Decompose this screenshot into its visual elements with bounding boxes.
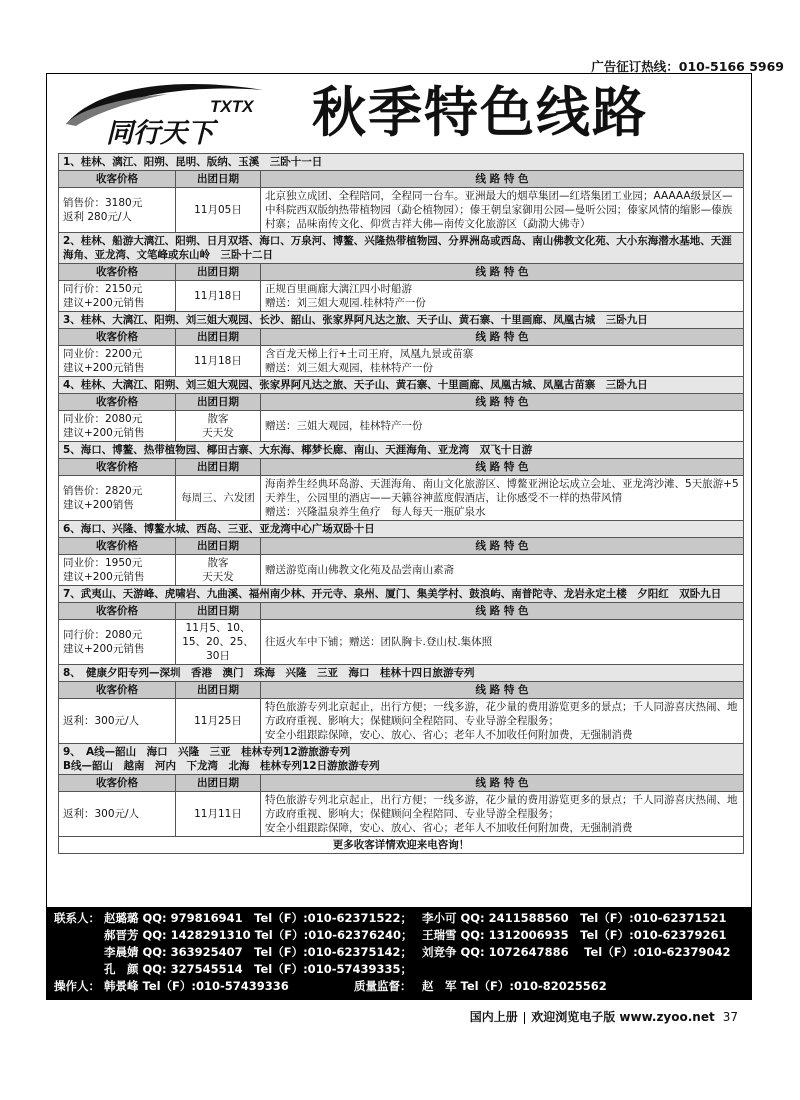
feature-line: 北京独立成团、全程陪同，全程同一台车。亚洲最大的烟草集团—红塔集团工业园；AAAAA级景区—中科院西双版纳热带植物园（勐仑植物园）；傣王朝皇家御用公园—曼听公园；傣家风情的缩影—傣族村寨；品味南传文化、仰赏吉祥大佛—南传文化旅游区（勐泐大佛寺） — [265, 190, 733, 230]
col-header-feature: 线 路 特 色 — [261, 775, 744, 792]
col-header-feature: 线 路 特 色 — [261, 394, 744, 411]
feature-line: 赠送：刘三姐大观园.桂林特产一份 — [265, 297, 426, 309]
route-date — [176, 476, 261, 521]
route-date — [176, 699, 261, 744]
col-header-date: 出团日期 — [176, 329, 261, 346]
route-heading-row — [59, 442, 744, 459]
col-header-feature: 线 路 特 色 — [261, 538, 744, 555]
route-price — [59, 188, 176, 233]
price-line: 建议+200元销售 — [63, 571, 145, 583]
contact-label: 联系人： — [54, 911, 100, 925]
route-price — [59, 281, 176, 312]
route-title: 6、海口、兴隆、博鳌水城、西岛、三亚、亚龙湾中心广场双卧十日 — [63, 523, 375, 535]
route-title: 9、 A线—韶山 海口 兴隆 三亚 桂林专列12游旅游专列 — [63, 746, 351, 758]
col-header-price: 收客价格 — [59, 538, 176, 555]
feature-line: 赠送：兴隆温泉养生鱼疗 每人每天一瓶矿泉水 — [265, 506, 486, 518]
date-line: 每周三、六发团 — [181, 492, 255, 504]
route-heading-row — [59, 521, 744, 538]
col-header-price: 收客价格 — [59, 394, 176, 411]
date-line: 11月05日 — [194, 204, 242, 216]
contact-entry: 李小可 QQ: 2411588560 Tel（F）:010-62371521 — [422, 911, 727, 925]
route-feature — [261, 188, 744, 233]
route-feature — [261, 346, 744, 377]
col-header-price: 收客价格 — [59, 775, 176, 792]
route-detail-row — [59, 411, 744, 442]
route-title: 5、海口、博鳌、热带植物园、椰田古寨、大东海、椰梦长廊、南山、天涯海角、亚龙湾 双飞十日游 — [63, 444, 533, 456]
route-detail-row — [59, 699, 744, 744]
date-line: 11月18日 — [194, 290, 242, 302]
column-header-row — [59, 538, 744, 555]
route-date — [176, 555, 261, 586]
route-price — [59, 555, 176, 586]
column-header-row — [59, 682, 744, 699]
feature-line: 赠送游览南山佛教文化苑及品尝南山素斋 — [265, 564, 454, 576]
route-detail-row — [59, 555, 744, 586]
col-header-feature: 线 路 特 色 — [261, 264, 744, 281]
route-feature — [261, 555, 744, 586]
column-header-row — [59, 459, 744, 476]
date-line: 11月25日 — [194, 715, 242, 727]
price-line: 建议+200元销售 — [63, 362, 145, 374]
price-line: 同业价：1950元 — [63, 557, 143, 569]
feature-line: 含百龙天梯上行+土司王府，凤凰九景或苗寨 — [265, 348, 474, 360]
feature-line: 安全小组跟踪保障，安心、放心、省心；老年人不加收任何附加费，无强制消费 — [265, 822, 633, 834]
contact-entry: 王瑞雪 QQ: 1312006935 Tel（F）:010-62379261 — [422, 928, 727, 942]
ad-hotline: 广告征订热线：010-5166 5969 — [591, 59, 784, 74]
more-info-row — [59, 837, 744, 854]
col-header-feature: 线 路 特 色 — [261, 682, 744, 699]
price-line: 建议+200元销售 — [63, 643, 145, 655]
route-heading-row — [59, 233, 744, 264]
price-line: 返利：300元/人 — [63, 808, 140, 820]
route-detail-row — [59, 476, 744, 521]
route-detail-row — [59, 188, 744, 233]
route-heading — [59, 154, 744, 171]
col-header-date: 出团日期 — [176, 538, 261, 555]
date-line: 15、20、25、 — [182, 636, 254, 648]
route-heading — [59, 744, 744, 775]
date-line: 11月5、10、 — [185, 622, 251, 634]
feature-line: 海南养生经典环岛游、天涯海角、南山文化旅游区、博鳌亚洲论坛成立会址、亚龙湾沙滩、5天旅游+5天养生，公园里的酒店——天籁谷神蓝度假酒店，让你感受不一样的热带风情 — [265, 478, 739, 504]
route-feature — [261, 281, 744, 312]
operator-entry: 韩景峰 Tel（F）:010-57439336 — [104, 979, 289, 993]
col-header-date: 出团日期 — [176, 459, 261, 476]
col-header-date: 出团日期 — [176, 603, 261, 620]
route-heading-row — [59, 154, 744, 171]
route-heading — [59, 442, 744, 459]
route-title: 7、武夷山、天游峰、虎啸岩、九曲溪、福州南少林、开元寺、泉州、厦门、集美学村、鼓浪屿、南普陀寺、龙岩永定土楼 夕阳红 双卧九日 — [63, 588, 722, 600]
column-header-row — [59, 171, 744, 188]
route-price — [59, 620, 176, 665]
contact-row — [54, 961, 744, 978]
feature-line: 安全小组跟踪保障，安心、放心、省心；老年人不加收任何附加费，无强制消费 — [265, 729, 633, 741]
col-header-feature: 线 路 特 色 — [261, 459, 744, 476]
col-header-price: 收客价格 — [59, 329, 176, 346]
col-header-price: 收客价格 — [59, 171, 176, 188]
route-date — [176, 346, 261, 377]
price-line: 同业价：2080元 — [63, 413, 143, 425]
route-heading — [59, 665, 744, 682]
date-line: 散客 — [207, 557, 229, 569]
route-title: 8、 健康夕阳专列—深圳 香港 澳门 珠海 兴隆 三亚 海口 桂林十四日旅游专列 — [63, 667, 475, 679]
route-date — [176, 188, 261, 233]
contact-entry: 赵璐璐 QQ: 979816941 Tel（F）:010-62371522； — [104, 911, 412, 925]
price-line: 建议+200元销售 — [63, 297, 145, 309]
route-heading-row — [59, 586, 744, 603]
contact-entry: 刘竞争 QQ: 1072647886 Tel（F）:010-62379042 — [422, 945, 731, 959]
col-header-date: 出团日期 — [176, 394, 261, 411]
brand-name: 同行天下 — [106, 118, 214, 148]
col-header-price: 收客价格 — [59, 459, 176, 476]
contact-row — [54, 910, 744, 927]
feature-line: 往返火车中下铺；赠送：团队胸卡.登山杖.集体照 — [265, 636, 493, 648]
col-header-date: 出团日期 — [176, 171, 261, 188]
page-footer — [470, 1008, 738, 1025]
price-line: 销售价：3180元 — [63, 197, 143, 209]
route-detail-row — [59, 281, 744, 312]
column-header-row — [59, 775, 744, 792]
column-header-row — [59, 394, 744, 411]
price-line: 销售价：2820元 — [63, 485, 143, 497]
operator-row — [54, 978, 744, 995]
routes-table — [58, 153, 744, 854]
route-title-b: B线—韶山 越南 河内 下龙湾 北海 桂林专列12日游旅游专列 — [63, 760, 380, 772]
price-line: 同行价：2150元 — [63, 283, 143, 295]
col-header-feature: 线 路 特 色 — [261, 329, 744, 346]
route-heading — [59, 377, 744, 394]
price-line: 建议+200销售 — [63, 499, 134, 511]
contact-entry: 郝晋芳 QQ: 1428291310 Tel（F）:010-62376240； — [104, 928, 413, 942]
footer-divider — [524, 1012, 526, 1024]
route-feature — [261, 792, 744, 837]
route-date — [176, 281, 261, 312]
brand-logo — [58, 76, 278, 148]
col-header-price: 收客价格 — [59, 682, 176, 699]
column-header-row — [59, 603, 744, 620]
route-detail-row — [59, 620, 744, 665]
route-date — [176, 620, 261, 665]
route-feature — [261, 620, 744, 665]
quality-label: 质量监督： — [354, 979, 412, 993]
page-number: 37 — [722, 1010, 738, 1024]
route-date — [176, 792, 261, 837]
route-title: 3、桂林、大漓江、阳朔、刘三姐大观园、长沙、韶山、张家界阿凡达之旅、天子山、黄石寨、十里画廊、凤凰古城 三卧九日 — [63, 314, 648, 326]
route-price — [59, 476, 176, 521]
date-line: 天天发 — [202, 571, 234, 583]
column-header-row — [59, 329, 744, 346]
route-heading — [59, 586, 744, 603]
route-heading-row — [59, 377, 744, 394]
route-heading — [59, 312, 744, 329]
price-line: 建议+200元销售 — [63, 427, 145, 439]
contact-entry: 孔 颜 QQ: 327545514 Tel（F）:010-57439335； — [104, 962, 412, 976]
brand-latin: TXTX — [210, 97, 254, 116]
date-line: 11月11日 — [194, 808, 242, 820]
col-header-date: 出团日期 — [176, 682, 261, 699]
route-heading — [59, 521, 744, 538]
route-price — [59, 699, 176, 744]
contact-row — [54, 944, 744, 961]
feature-line: 赠送：三姐大观园，桂林特产一份 — [265, 420, 423, 432]
route-title: 1、桂林、漓江、阳朔、昆明、版纳、玉溪 三卧十一日 — [63, 156, 323, 168]
col-header-price: 收客价格 — [59, 603, 176, 620]
feature-line: 赠送：刘三姐大观园，桂林特产一份 — [265, 362, 433, 374]
column-header-row — [59, 264, 744, 281]
feature-line: 特色旅游专列北京起止，出行方便；一线多游，花少量的费用游览更多的景点；千人同游喜庆热闹、地方政府重视、影响大；保健顾问全程陪同、专业导游全程服务； — [265, 794, 738, 820]
route-heading-row — [59, 665, 744, 682]
route-detail-row — [59, 792, 744, 837]
route-feature — [261, 476, 744, 521]
date-line: 天天发 — [202, 427, 234, 439]
route-detail-row — [59, 346, 744, 377]
date-line: 30日 — [206, 650, 230, 662]
operator-label: 操作人： — [54, 979, 100, 993]
price-line: 同业价：2200元 — [63, 348, 143, 360]
feature-line: 特色旅游专列北京起止，出行方便；一线多游，花少量的费用游览更多的景点；千人同游喜庆热闹、地方政府重视、影响大；保健顾问全程陪同、专业导游全程服务； — [265, 701, 738, 727]
route-feature — [261, 411, 744, 442]
route-heading-row — [59, 312, 744, 329]
contact-panel — [46, 907, 752, 999]
swoosh-logo-icon — [58, 76, 278, 148]
col-header-date: 出团日期 — [176, 775, 261, 792]
price-line: 返利：300元/人 — [63, 715, 140, 727]
more-info: 更多收客详情欢迎来电咨询！ — [59, 837, 744, 854]
contact-row — [54, 927, 744, 944]
price-line: 同行价：2080元 — [63, 629, 143, 641]
col-header-price: 收客价格 — [59, 264, 176, 281]
footer-site: 欢迎浏览电子版 www.zyoo.net — [531, 1010, 715, 1024]
footer-section: 国内上册 — [469, 1010, 518, 1024]
route-price — [59, 792, 176, 837]
quality-entry: 赵 军 Tel（F）:010-82025562 — [422, 979, 607, 993]
page-title: 秋季特色线路 — [312, 80, 648, 144]
route-price — [59, 346, 176, 377]
date-line: 11月18日 — [194, 355, 242, 367]
route-feature — [261, 699, 744, 744]
col-header-feature: 线 路 特 色 — [261, 171, 744, 188]
route-date — [176, 411, 261, 442]
col-header-date: 出团日期 — [176, 264, 261, 281]
route-title: 4、桂林、大漓江、阳朔、刘三姐大观园、张家界阿凡达之旅、天子山、黄石寨、十里画廊、凤凰古城、凤凰古苗寨 三卧九日 — [63, 379, 648, 391]
route-title: 2、桂林、船游大漓江、阳朔、日月双塔、海口、万泉河、博鳌、兴隆热带植物园、分界洲岛或西岛、南山佛教文化苑、大小东海潜水基地、天涯海角、亚龙湾、文笔峰或东山岭 三卧十二日 — [63, 235, 732, 261]
feature-line: 正规百里画廊大漓江四小时船游 — [265, 283, 412, 295]
route-heading — [59, 233, 744, 264]
route-heading-row — [59, 744, 744, 775]
route-price — [59, 411, 176, 442]
col-header-feature: 线 路 特 色 — [261, 603, 744, 620]
date-line: 散客 — [207, 413, 229, 425]
price-line: 返利 280元/人 — [63, 211, 132, 223]
contact-entry: 李晨婧 QQ: 363925407 Tel（F）:010-62375142； — [104, 945, 412, 959]
